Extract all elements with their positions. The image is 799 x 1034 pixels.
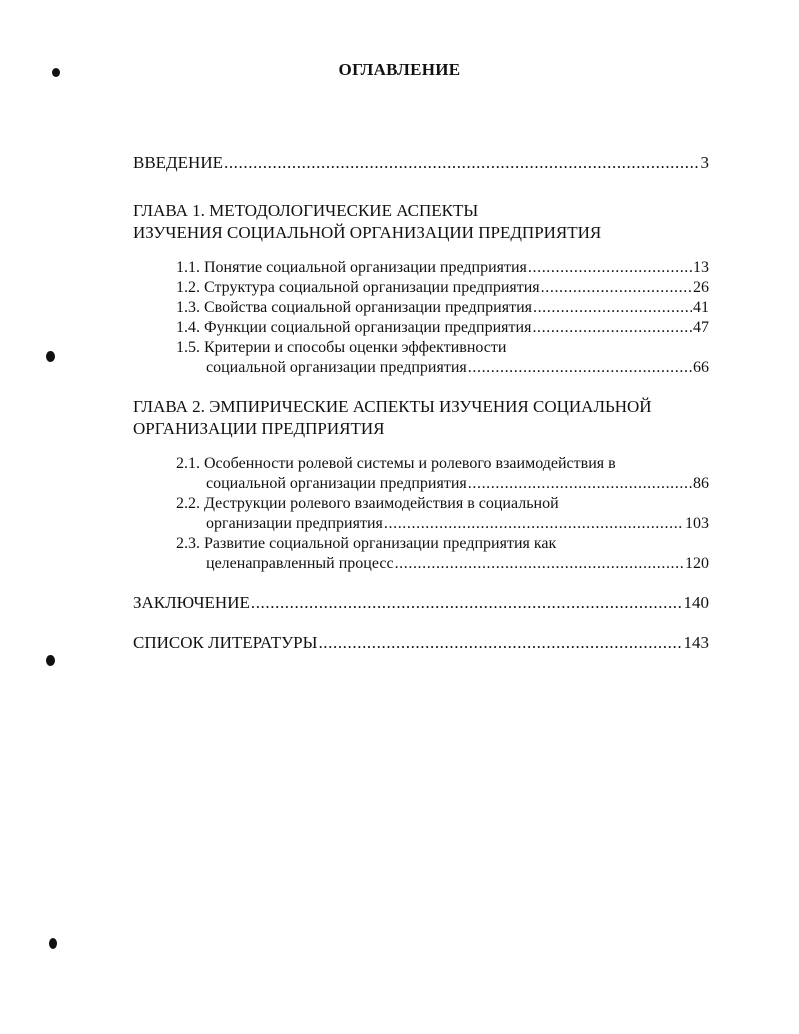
toc-label: 2.3. Развитие социальной организации предприятия как xyxy=(176,535,557,552)
toc-label: 1.1. Понятие социальной организации предприятия xyxy=(176,259,527,276)
toc-label-continued: целенаправленный процесс xyxy=(206,555,394,572)
dot-leader xyxy=(468,358,692,378)
toc-page-number: 47 xyxy=(693,319,709,336)
toc-entry-2-1 xyxy=(176,454,709,494)
scan-mark-2 xyxy=(46,351,55,362)
toc-entry-1-3 xyxy=(176,298,709,318)
dot-leader xyxy=(251,592,683,614)
toc-label: 1.5. Критерии и способы оценки эффективности xyxy=(176,339,507,356)
toc-label: 1.2. Структура социальной организации предприятия xyxy=(176,279,540,296)
toc-entry-1-4 xyxy=(176,318,709,338)
dot-leader xyxy=(224,152,700,174)
chapter-1-heading xyxy=(133,200,709,244)
dot-leader xyxy=(384,514,684,534)
toc-label-continued: социальной организации предприятия xyxy=(206,475,467,492)
chapter-1-items xyxy=(133,258,709,378)
dot-leader xyxy=(541,278,692,298)
dot-leader xyxy=(532,318,692,338)
toc-label: СПИСОК ЛИТЕРАТУРЫ xyxy=(133,633,318,652)
dot-leader xyxy=(468,474,692,494)
toc-page-number: 143 xyxy=(683,633,709,652)
table-of-contents xyxy=(133,152,709,654)
dot-leader xyxy=(318,632,682,654)
toc-label-continued: организации предприятия xyxy=(206,515,383,532)
toc-page-number: 140 xyxy=(683,593,709,612)
chapter-2-heading-line2: ОРГАНИЗАЦИИ ПРЕДПРИЯТИЯ xyxy=(133,419,385,438)
toc-label: 1.4. Функции социальной организации предприятия xyxy=(176,319,532,336)
toc-label-continued: социальной организации предприятия xyxy=(206,359,467,376)
toc-label: ВВЕДЕНИЕ xyxy=(133,153,223,172)
chapter-2-items xyxy=(133,454,709,574)
dot-leader xyxy=(533,298,692,318)
chapter-1-heading-line2: ИЗУЧЕНИЯ СОЦИАЛЬНОЙ ОРГАНИЗАЦИИ ПРЕДПРИЯТИЯ xyxy=(133,223,602,242)
toc-page-number: 120 xyxy=(685,555,709,572)
dot-leader xyxy=(395,554,684,574)
toc-page-number: 103 xyxy=(685,515,709,532)
toc-label: ЗАКЛЮЧЕНИЕ xyxy=(133,593,250,612)
scan-mark-3 xyxy=(46,655,55,666)
toc-entry-1-2 xyxy=(176,278,709,298)
toc-page-number: 3 xyxy=(700,153,709,172)
toc-entry-conclusion xyxy=(133,592,709,614)
page-title: ОГЛАВЛЕНИЕ xyxy=(338,60,461,79)
toc-entry-1-5 xyxy=(176,338,709,378)
toc-label: 2.1. Особенности ролевой системы и ролевого взаимодействия в xyxy=(176,455,616,472)
toc-label: 2.2. Деструкции ролевого взаимодействия в социальной xyxy=(176,495,559,512)
chapter-2-heading-line1: ГЛАВА 2. ЭМПИРИЧЕСКИЕ АСПЕКТЫ ИЗУЧЕНИЯ СОЦИАЛЬНОЙ xyxy=(133,397,652,416)
chapter-1-heading-line1: ГЛАВА 1. МЕТОДОЛОГИЧЕСКИЕ АСПЕКТЫ xyxy=(133,201,479,220)
toc-entry-1-1 xyxy=(176,258,709,278)
toc-page-number: 13 xyxy=(693,259,709,276)
toc-entry-2-3 xyxy=(176,534,709,574)
toc-label: 1.3. Свойства социальной организации предприятия xyxy=(176,299,532,316)
toc-entry-references xyxy=(133,632,709,654)
toc-page-number: 41 xyxy=(693,299,709,316)
dot-leader xyxy=(528,258,692,278)
toc-entry-2-2 xyxy=(176,494,709,534)
toc-page-number: 26 xyxy=(693,279,709,296)
chapter-2-heading xyxy=(133,396,709,440)
toc-page-number: 86 xyxy=(693,475,709,492)
scan-mark-4 xyxy=(49,938,57,949)
toc-page-number: 66 xyxy=(693,359,709,376)
toc-entry-introduction xyxy=(133,152,709,174)
